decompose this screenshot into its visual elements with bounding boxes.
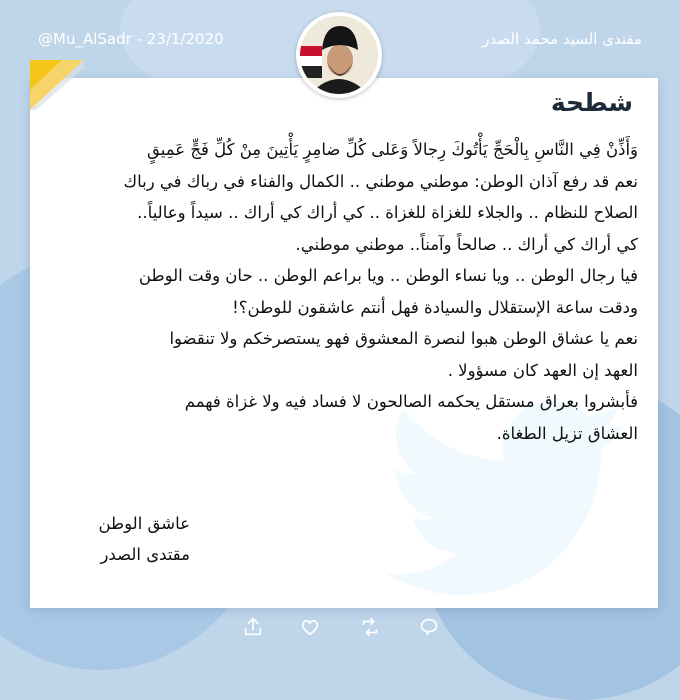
post-body [38, 134, 638, 449]
body-line: نعم يا عشاق الوطن هبوا لنصرة المعشوق فهو يستصرخكم ولا تنقضوا [169, 329, 638, 348]
body-line: ودقت ساعة الإستقلال والسيادة فهل أنتم عاشقون للوطن؟! [232, 297, 638, 317]
reply-icon[interactable] [418, 616, 440, 638]
signature-line: عاشق الوطن [98, 514, 190, 533]
body-line: نعم قد رفع آذان الوطن: موطني موطني .. الكمال والفناء في رباك في رباك [123, 171, 638, 191]
avatar-photo [300, 16, 378, 94]
tweet-actions [0, 610, 680, 643]
retweet-icon[interactable] [359, 616, 381, 638]
page-fold-corner [22, 60, 84, 110]
share-icon[interactable] [242, 616, 264, 638]
like-icon[interactable] [299, 616, 321, 638]
body-line: كي أراك كي أراك .. صالحاً وآمناً.. موطني موطني. [295, 234, 638, 254]
body-line: وَأَذِّنْ فِي النَّاسِ بِالْحَجِّ يَأْتُوكَ رِجالاً وَعَلى كُلِّ ضامِرٍ يَأْتِينَ مِنْ كُلِّ فَجٍّ عَمِيقٍ [146, 140, 638, 159]
tweet-card [30, 78, 658, 608]
avatar[interactable] [296, 12, 382, 98]
signature [98, 508, 190, 570]
post-title: شطحة [550, 88, 633, 117]
author-name: مقتدى السيد محمد الصدر [482, 30, 642, 48]
body-line: فيا رجال الوطن .. ويا نساء الوطن .. ويا براعم الوطن .. حان وقت الوطن [138, 266, 638, 285]
body-line: العشاق تزيل الطغاة. [496, 423, 638, 443]
handle-date: @Mu_AlSadr - 23/1/2020 [38, 30, 224, 48]
body-line: العهد إن العهد كان مسؤولا . [447, 360, 638, 380]
body-line: فأبشروا بعراق مستقل يحكمه الصالحون لا فساد فيه ولا غزاة فهمم [184, 392, 638, 411]
signature-line: مقتدى الصدر [100, 545, 190, 564]
body-line: الصلاح للنظام .. والجلاء للغزاة للغزاة .. كي أراك كي أراك .. سيداً وعالياً.. [137, 203, 638, 222]
